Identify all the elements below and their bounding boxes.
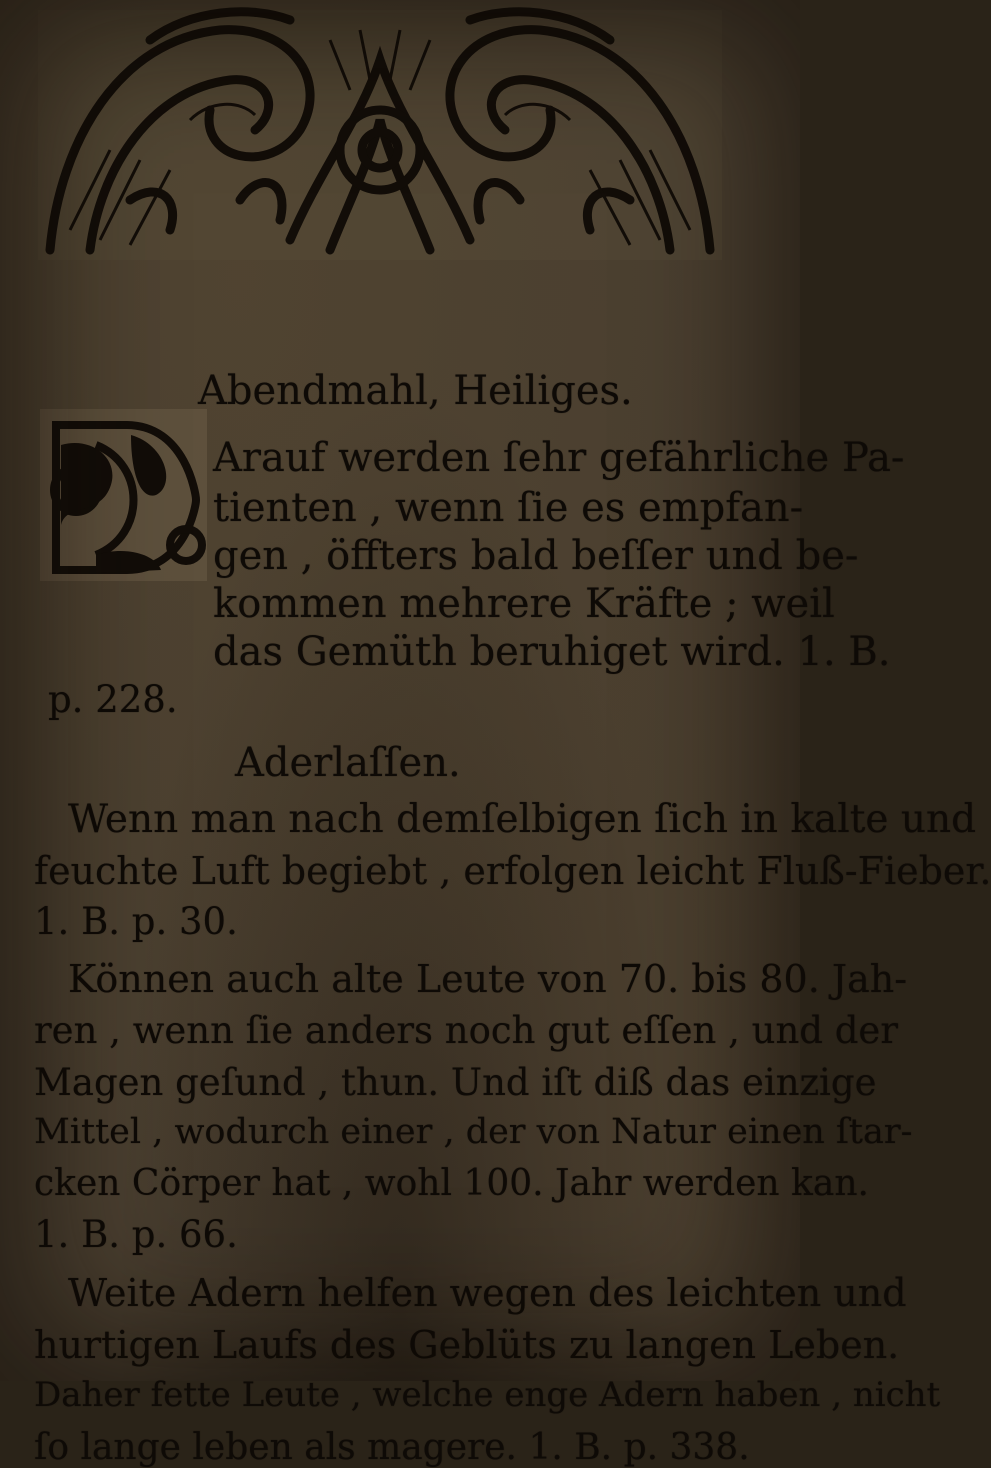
text-line: Weite Adern helfen wegen des leichten und bbox=[68, 1271, 907, 1315]
headpiece-ornament bbox=[30, 0, 730, 270]
text-line: gen , öffters bald beſſer und be- bbox=[213, 533, 859, 579]
page-reference: 1. B. p. 30. bbox=[34, 900, 238, 943]
text-line: hurtigen Laufs des Geblüts zu langen Leben. bbox=[34, 1323, 900, 1367]
text-line: Können auch alte Leute von 70. bis 80. Jah- bbox=[68, 957, 908, 1001]
text-line: Mittel , wodurch einer , der von Natur einen ſtar- bbox=[34, 1112, 913, 1152]
text-line: das Gemüth beruhiget wird. 1. B. bbox=[213, 629, 891, 675]
text-line: Wenn man nach demſelbigen ſich in kalte und bbox=[68, 797, 977, 842]
text-line: Daher fette Leute , welche enge Adern haben , nicht bbox=[34, 1375, 941, 1415]
heading-aderlassen: Aderlaſſen. bbox=[235, 740, 461, 786]
page-reference: 1. B. p. 66. bbox=[34, 1213, 238, 1256]
heading-abendmahl: Abendmahl, Heiliges. bbox=[198, 368, 633, 414]
text-line: ſo lange leben als magere. 1. B. p. 338. bbox=[34, 1427, 750, 1468]
text-line: cken Cörper hat , wohl 100. Jahr werden kan. bbox=[34, 1163, 869, 1204]
text-line: feuchte Luft begiebt , erfolgen leicht Fluß-Fieber. bbox=[34, 849, 991, 893]
page-reference: p. 228. bbox=[48, 678, 178, 721]
text-line: Magen geſund , thun. Und iſt diß das einzige bbox=[34, 1061, 877, 1104]
text-line: kommen mehrere Kräfte ; weil bbox=[213, 581, 835, 627]
text-line: tienten , wenn ſie es empfan- bbox=[213, 485, 804, 531]
text-line: ren , wenn ſie anders noch gut eſſen , und der bbox=[34, 1009, 899, 1052]
ornamental-initial-d bbox=[36, 405, 211, 585]
text-line: Arauf werden ſehr gefährliche Pa- bbox=[213, 435, 905, 481]
